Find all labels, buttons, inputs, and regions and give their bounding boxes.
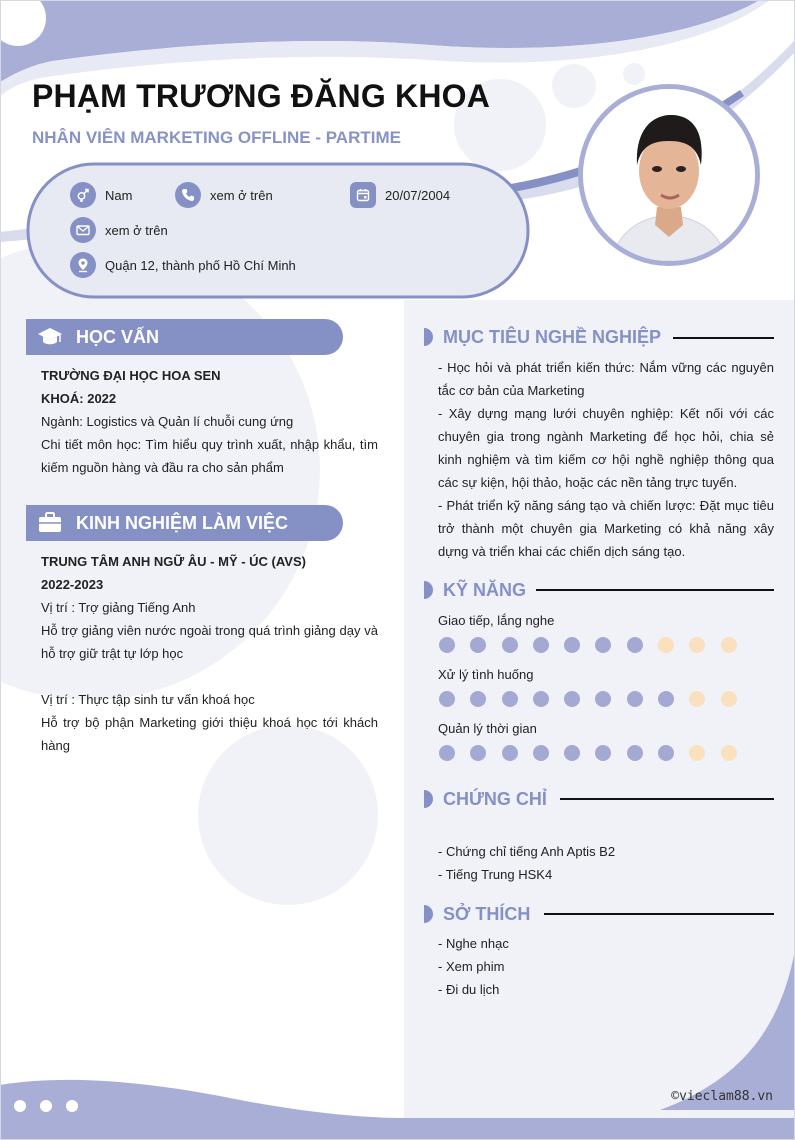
section-marker — [424, 581, 433, 599]
hobby-item: - Nghe nhạc — [438, 936, 509, 951]
skill-dot-empty — [689, 691, 705, 707]
experience-content — [41, 550, 378, 757]
envelope-icon — [70, 217, 96, 243]
birthday-value: 20/07/2004 — [385, 187, 451, 203]
section-marker — [424, 790, 433, 808]
skill-dot-filled — [627, 691, 643, 707]
certificates-content — [438, 840, 774, 886]
skill-dot-empty — [689, 745, 705, 761]
gender-icon — [70, 182, 96, 208]
skill-dot-empty — [721, 691, 737, 707]
hobbies-header — [424, 902, 530, 926]
contact-gender — [70, 182, 132, 208]
email-value: xem ở trên — [105, 222, 168, 238]
address-value: Quận 12, thành phố Hồ Chí Minh — [105, 257, 296, 273]
skill-dot-filled — [470, 637, 486, 653]
skills-title: KỸ NĂNG — [443, 579, 527, 600]
location-pin-icon — [70, 252, 96, 278]
section-marker — [424, 905, 433, 923]
certificate-item: - Tiếng Trung HSK4 — [438, 867, 553, 882]
avatar-portrait-icon — [583, 89, 755, 261]
skill-dot-filled — [502, 691, 518, 707]
certificates-header — [424, 787, 547, 811]
hobby-item: - Đi du lịch — [438, 982, 500, 997]
skill-dot-filled — [470, 745, 486, 761]
skill-rating — [439, 691, 752, 707]
section-divider — [673, 337, 774, 339]
briefcase-icon — [32, 505, 68, 541]
skill-dot-filled — [533, 745, 549, 761]
major: Ngành: Logistics và Quản lí chuỗi cung ứng — [41, 414, 294, 429]
section-marker — [424, 328, 433, 346]
skill-dot-filled — [595, 691, 611, 707]
skill-rating — [439, 745, 752, 761]
contact-birthday — [350, 182, 450, 208]
experience-title: KINH NGHIỆM LÀM VIỆC — [76, 512, 289, 533]
role-1-description: Hỗ trợ giảng viên nước ngoài trong quá trình giảng dạy và hỗ trợ giữ trật tự lớp học — [41, 623, 378, 661]
phone-icon — [175, 182, 201, 208]
profile-photo — [578, 84, 760, 266]
calendar-icon — [350, 182, 376, 208]
skill-dot-empty — [721, 745, 737, 761]
certificate-item: - Chứng chỉ tiếng Anh Aptis B2 — [438, 844, 616, 859]
skill-dot-empty — [721, 637, 737, 653]
skill-dot-filled — [595, 745, 611, 761]
skill-dot-filled — [564, 691, 580, 707]
contact-phone — [175, 182, 273, 208]
phone-value: xem ở trên — [210, 187, 273, 203]
skill-dot-filled — [439, 745, 455, 761]
skill-dot-filled — [658, 745, 674, 761]
course-detail: Chi tiết môn học: Tìm hiểu quy trình xuất, nhập khẩu, tìm kiếm nguồn hàng và đầu ra cho sản phẩm — [41, 437, 378, 475]
candidate-name: PHẠM TRƯƠNG ĐĂNG KHOA — [32, 78, 491, 114]
section-divider — [560, 798, 774, 800]
skill-label: Giao tiếp, lắng nghe — [438, 613, 555, 628]
objective-1: - Học hỏi và phát triển kiến thức: Nắm vững các nguyên tắc cơ bản của Marketing — [438, 360, 774, 398]
contact-address — [70, 252, 296, 278]
graduation-cap-icon — [32, 319, 68, 355]
gender-value: Nam — [105, 187, 133, 203]
skill-dot-filled — [533, 691, 549, 707]
skill-dot-filled — [658, 691, 674, 707]
objective-title: MỤC TIÊU NGHỀ NGHIỆP — [443, 326, 662, 347]
skill-dot-empty — [658, 637, 674, 653]
objective-content — [438, 356, 774, 563]
work-period: 2022-2023 — [41, 577, 104, 592]
school-name: TRƯỜNG ĐẠI HỌC HOA SEN — [41, 368, 221, 383]
skill-dot-filled — [627, 637, 643, 653]
skill-rating — [439, 637, 752, 653]
objective-2: - Xây dựng mạng lưới chuyên nghiệp: Kết nối với các chuyên gia trong ngành Marketing để học hỏi, chia sẻ kinh nghiệm và tìm kiếm cơ hội nghề nghiệp thông qua các sự kiện, hội thảo, hoặc các nền tảng trực tuyến. — [438, 406, 774, 490]
objective-header — [424, 325, 661, 349]
skill-label: Xử lý tình huống — [438, 667, 534, 682]
spacer — [41, 665, 378, 688]
section-divider — [544, 913, 774, 915]
role-2: Vị trí : Thực tập sinh tư vấn khoá học — [41, 692, 255, 707]
course-year: KHOÁ: 2022 — [41, 391, 117, 406]
section-divider — [536, 589, 774, 591]
job-title: NHÂN VIÊN MARKETING OFFLINE - PARTIME — [32, 128, 401, 147]
skill-dot-filled — [564, 745, 580, 761]
hobby-item: - Xem phim — [438, 959, 505, 974]
education-content — [41, 364, 378, 479]
role-1: Vị trí : Trợ giảng Tiếng Anh — [41, 600, 196, 615]
hobbies-title: SỞ THÍCH — [443, 903, 531, 924]
skill-dot-empty — [689, 637, 705, 653]
role-2-description: Hỗ trợ bộ phận Marketing giới thiệu khoá học tới khách hàng — [41, 715, 378, 753]
watermark: ©vieclam88.vn — [671, 1089, 773, 1104]
skill-dot-filled — [439, 691, 455, 707]
hobbies-content — [438, 932, 774, 1001]
skill-dot-filled — [502, 637, 518, 653]
certificates-title: CHỨNG CHỈ — [443, 788, 547, 809]
skill-dot-filled — [502, 745, 518, 761]
education-title: HỌC VẤN — [76, 326, 160, 347]
skill-dot-filled — [533, 637, 549, 653]
skill-dot-filled — [564, 637, 580, 653]
skill-dot-filled — [470, 691, 486, 707]
contact-email — [70, 217, 168, 243]
skill-dot-filled — [627, 745, 643, 761]
skill-dot-filled — [439, 637, 455, 653]
experience-header — [26, 505, 343, 541]
objective-3: - Phát triển kỹ năng sáng tạo và chiến lược: Đặt mục tiêu trở thành một chuyên gia Marketing có khả năng xây dựng và triển khai các chiến dịch sáng tạo. — [438, 498, 774, 559]
skills-header — [424, 578, 526, 602]
skill-dot-filled — [595, 637, 611, 653]
education-header — [26, 319, 343, 355]
company-name: TRUNG TÂM ANH NGỮ ÂU - MỸ - ÚC (AVS) — [41, 554, 306, 569]
skill-label: Quản lý thời gian — [438, 721, 537, 736]
